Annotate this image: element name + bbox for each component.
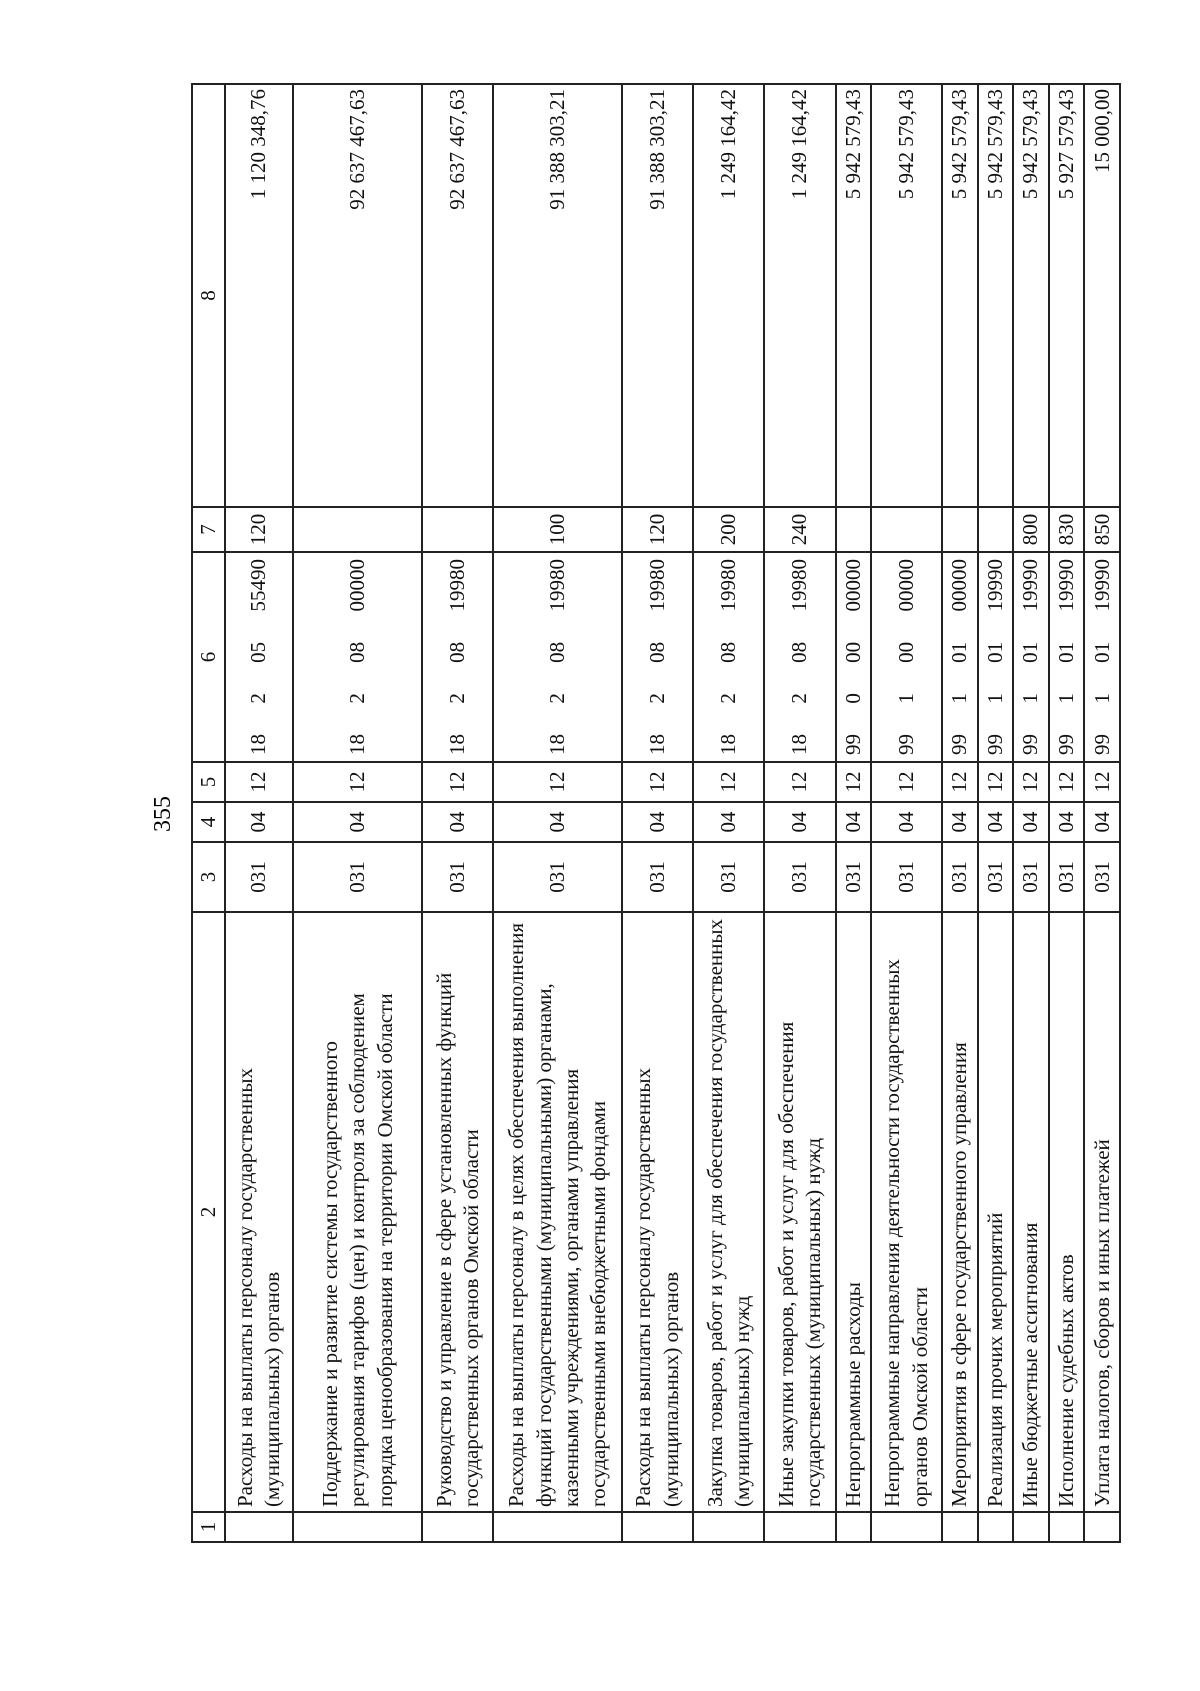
header-cell: 8 — [192, 84, 225, 507]
target-article-code — [840, 557, 867, 757]
code-cell-5: 12 — [1084, 762, 1120, 802]
code-cell-4: 04 — [764, 802, 835, 842]
target-article-part: 18 — [445, 734, 470, 755]
target-article-part: 01 — [1089, 641, 1114, 663]
target-article-part: 99 — [982, 734, 1007, 755]
code-cell-5: 12 — [978, 762, 1014, 802]
target-article-part: 19980 — [545, 559, 570, 612]
target-article-part: 99 — [1053, 734, 1078, 755]
row-name-cell: Расходы на выплаты персоналу государственных (муниципальных) органов — [622, 912, 693, 1512]
table-row — [764, 84, 835, 1542]
code-cell-3: 031 — [871, 842, 942, 912]
target-article-part: 00 — [893, 641, 918, 663]
target-article-part: 99 — [840, 734, 865, 755]
code-cell-5: 12 — [1013, 762, 1049, 802]
target-article-cell — [978, 552, 1014, 762]
table-row — [1049, 84, 1085, 1542]
target-article-part: 18 — [787, 734, 812, 755]
target-article-code — [344, 557, 371, 757]
row-name-cell: Исполнение судебных актов — [1049, 912, 1085, 1512]
code-cell-5: 12 — [293, 762, 422, 802]
expense-type-cell: 100 — [493, 507, 622, 552]
expense-type-cell: 200 — [693, 507, 764, 552]
target-article-part: 08 — [716, 641, 741, 663]
target-article-part: 2 — [246, 693, 271, 704]
row-number-cell — [225, 1512, 294, 1542]
target-article-part: 99 — [947, 734, 972, 755]
target-article-part: 08 — [787, 641, 812, 663]
target-article-code — [1089, 557, 1116, 757]
expense-type-cell: 850 — [1084, 507, 1120, 552]
row-number-cell — [293, 1512, 422, 1542]
target-article-part: 2 — [645, 693, 670, 704]
row-number-cell — [1049, 1512, 1085, 1542]
header-row — [192, 84, 225, 1542]
target-article-part: 01 — [982, 641, 1007, 663]
target-article-code — [893, 557, 920, 757]
amount-cell: 1 120 348,76 — [225, 84, 294, 507]
expense-type-cell — [836, 507, 872, 552]
row-number-cell — [493, 1512, 622, 1542]
target-article-part: 19980 — [645, 559, 670, 612]
code-cell-4: 04 — [693, 802, 764, 842]
target-article-part: 2 — [545, 693, 570, 704]
target-article-code — [644, 557, 671, 757]
target-article-part: 01 — [947, 641, 972, 663]
code-cell-3: 031 — [1013, 842, 1049, 912]
target-article-code — [544, 557, 571, 757]
target-article-code — [946, 557, 973, 757]
page-number: 355 — [150, 796, 176, 832]
code-cell-3: 031 — [693, 842, 764, 912]
amount-cell: 1 249 164,42 — [764, 84, 835, 507]
target-article-part: 01 — [1053, 641, 1078, 663]
row-number-cell — [764, 1512, 835, 1542]
target-article-part: 19990 — [1018, 559, 1043, 612]
target-article-cell — [293, 552, 422, 762]
code-cell-3: 031 — [1084, 842, 1120, 912]
row-name-cell: Закупка товаров, работ и услуг для обеспечения государственных (муниципальных) нужд — [693, 912, 764, 1512]
code-cell-4: 04 — [978, 802, 1014, 842]
expense-type-cell — [293, 507, 422, 552]
target-article-code — [715, 557, 742, 757]
code-cell-5: 12 — [493, 762, 622, 802]
target-article-part: 00000 — [840, 559, 865, 612]
header-cell: 7 — [192, 507, 225, 552]
row-name-cell: Поддержание и развитие системы государственного регулирования тарифов (цен) и контроля за соблюдением порядка ценообразования на территории Омской области — [293, 912, 422, 1512]
amount-cell: 5 942 579,43 — [942, 84, 978, 507]
target-article-part: 00000 — [893, 559, 918, 612]
target-article-part: 1 — [947, 693, 972, 704]
code-cell-3: 031 — [493, 842, 622, 912]
amount-cell: 1 249 164,42 — [693, 84, 764, 507]
target-article-part: 08 — [345, 641, 370, 663]
code-cell-4: 04 — [293, 802, 422, 842]
target-article-part: 1 — [982, 693, 1007, 704]
amount-cell: 15 000,00 — [1084, 84, 1120, 507]
table-row — [422, 84, 493, 1542]
code-cell-4: 04 — [942, 802, 978, 842]
target-article-cell — [1084, 552, 1120, 762]
code-cell-3: 031 — [293, 842, 422, 912]
target-article-part: 18 — [545, 734, 570, 755]
row-name-cell: Руководство и управление в сфере установленных функций государственных органов Омской области — [422, 912, 493, 1512]
code-cell-5: 12 — [622, 762, 693, 802]
target-article-cell — [1049, 552, 1085, 762]
table-row — [978, 84, 1014, 1542]
expense-type-cell — [422, 507, 493, 552]
code-cell-4: 04 — [836, 802, 872, 842]
expense-type-cell — [871, 507, 942, 552]
amount-cell: 92 637 467,63 — [422, 84, 493, 507]
table-row — [225, 84, 294, 1542]
code-cell-3: 031 — [225, 842, 294, 912]
code-cell-5: 12 — [225, 762, 294, 802]
row-number-cell — [836, 1512, 872, 1542]
budget-table — [191, 83, 1121, 1543]
target-article-part: 18 — [645, 734, 670, 755]
expense-type-cell: 830 — [1049, 507, 1085, 552]
code-cell-4: 04 — [493, 802, 622, 842]
code-cell-4: 04 — [1013, 802, 1049, 842]
amount-cell: 5 942 579,43 — [836, 84, 872, 507]
code-cell-5: 12 — [764, 762, 835, 802]
code-cell-3: 031 — [422, 842, 493, 912]
target-article-part: 1 — [893, 693, 918, 704]
row-number-cell — [942, 1512, 978, 1542]
expense-type-cell: 240 — [764, 507, 835, 552]
target-article-part: 19990 — [982, 559, 1007, 612]
expense-type-cell: 120 — [225, 507, 294, 552]
row-name-cell: Непрограммные расходы — [836, 912, 872, 1512]
target-article-part: 18 — [716, 734, 741, 755]
amount-cell: 5 927 579,43 — [1049, 84, 1085, 507]
target-article-part: 08 — [445, 641, 470, 663]
table-row — [693, 84, 764, 1542]
header-cell: 5 — [192, 762, 225, 802]
target-article-cell — [1013, 552, 1049, 762]
code-cell-5: 12 — [942, 762, 978, 802]
target-article-code — [786, 557, 813, 757]
row-name-cell: Расходы на выплаты персоналу в целях обеспечения выполнения функций государственными (муниципальными) органами, казенными учреждениями, органами управления государственными внебюджетными фондами — [493, 912, 622, 1512]
amount-cell: 92 637 467,63 — [293, 84, 422, 507]
target-article-part: 00 — [840, 641, 865, 663]
expense-type-cell: 120 — [622, 507, 693, 552]
header-cell: 4 — [192, 802, 225, 842]
code-cell-3: 031 — [622, 842, 693, 912]
code-cell-4: 04 — [622, 802, 693, 842]
target-article-cell — [225, 552, 294, 762]
target-article-cell — [493, 552, 622, 762]
row-number-cell — [622, 1512, 693, 1542]
header-cell: 1 — [192, 1512, 225, 1542]
amount-cell: 91 388 303,21 — [493, 84, 622, 507]
target-article-part: 00000 — [947, 559, 972, 612]
target-article-part: 01 — [1018, 641, 1043, 663]
target-article-cell — [693, 552, 764, 762]
target-article-part: 19980 — [787, 559, 812, 612]
code-cell-5: 12 — [422, 762, 493, 802]
target-article-part: 08 — [645, 641, 670, 663]
target-article-part: 05 — [246, 641, 271, 663]
row-name-cell: Непрограммные направления деятельности государственных органов Омской области — [871, 912, 942, 1512]
target-article-part: 2 — [445, 693, 470, 704]
target-article-part: 19990 — [1053, 559, 1078, 612]
code-cell-4: 04 — [422, 802, 493, 842]
target-article-part: 99 — [1089, 734, 1114, 755]
target-article-code — [982, 557, 1009, 757]
header-cell: 3 — [192, 842, 225, 912]
expense-type-cell — [942, 507, 978, 552]
table-row — [942, 84, 978, 1542]
amount-cell: 5 942 579,43 — [1013, 84, 1049, 507]
table-row — [622, 84, 693, 1542]
table-row — [1013, 84, 1049, 1542]
target-article-part: 18 — [246, 734, 271, 755]
target-article-code — [444, 557, 471, 757]
row-number-cell — [978, 1512, 1014, 1542]
row-name-cell: Реализация прочих мероприятий — [978, 912, 1014, 1512]
target-article-code — [1053, 557, 1080, 757]
row-name-cell: Мероприятия в сфере государственного управления — [942, 912, 978, 1512]
target-article-part: 08 — [545, 641, 570, 663]
rotated-content — [143, 85, 1121, 1543]
amount-cell: 5 942 579,43 — [871, 84, 942, 507]
target-article-part: 55490 — [246, 559, 271, 612]
target-article-part: 0 — [840, 693, 865, 704]
code-cell-3: 031 — [1049, 842, 1085, 912]
code-cell-4: 04 — [1049, 802, 1085, 842]
row-number-cell — [1084, 1512, 1120, 1542]
amount-cell: 91 388 303,21 — [622, 84, 693, 507]
code-cell-4: 04 — [225, 802, 294, 842]
row-name-cell: Расходы на выплаты персоналу государственных (муниципальных) органов — [225, 912, 294, 1512]
header-cell: 2 — [192, 912, 225, 1512]
code-cell-3: 031 — [764, 842, 835, 912]
expense-type-cell — [978, 507, 1014, 552]
target-article-part: 1 — [1089, 693, 1114, 704]
target-article-part: 19990 — [1089, 559, 1114, 612]
row-number-cell — [693, 1512, 764, 1542]
target-article-part: 2 — [787, 693, 812, 704]
code-cell-4: 04 — [1084, 802, 1120, 842]
target-article-part: 99 — [1018, 734, 1043, 755]
code-cell-3: 031 — [942, 842, 978, 912]
code-cell-5: 12 — [836, 762, 872, 802]
row-name-cell: Иные бюджетные ассигнования — [1013, 912, 1049, 1512]
target-article-code — [245, 557, 272, 757]
target-article-part: 2 — [345, 693, 370, 704]
target-article-cell — [836, 552, 872, 762]
target-article-part: 19980 — [445, 559, 470, 612]
target-article-code — [1017, 557, 1044, 757]
code-cell-4: 04 — [871, 802, 942, 842]
target-article-part: 1 — [1053, 693, 1078, 704]
code-cell-3: 031 — [836, 842, 872, 912]
code-cell-5: 12 — [693, 762, 764, 802]
row-name-cell: Уплата налогов, сборов и иных платежей — [1084, 912, 1120, 1512]
row-number-cell — [1013, 1512, 1049, 1542]
header-cell: 6 — [192, 552, 225, 762]
row-name-cell: Иные закупки товаров, работ и услуг для обеспечения государственных (муниципальных) нужд — [764, 912, 835, 1512]
target-article-part: 2 — [716, 693, 741, 704]
row-number-cell — [871, 1512, 942, 1542]
amount-cell: 5 942 579,43 — [978, 84, 1014, 507]
target-article-cell — [422, 552, 493, 762]
code-cell-5: 12 — [871, 762, 942, 802]
row-number-cell — [422, 1512, 493, 1542]
code-cell-3: 031 — [978, 842, 1014, 912]
table-row — [871, 84, 942, 1542]
target-article-cell — [764, 552, 835, 762]
expense-type-cell: 800 — [1013, 507, 1049, 552]
table-row — [493, 84, 622, 1542]
target-article-cell — [622, 552, 693, 762]
target-article-part: 18 — [345, 734, 370, 755]
code-cell-5: 12 — [1049, 762, 1085, 802]
target-article-part: 00000 — [345, 559, 370, 612]
target-article-part: 19980 — [716, 559, 741, 612]
table-row — [836, 84, 872, 1542]
table-row — [293, 84, 422, 1542]
target-article-part: 99 — [893, 734, 918, 755]
target-article-cell — [942, 552, 978, 762]
target-article-cell — [871, 552, 942, 762]
table-row — [1084, 84, 1120, 1542]
target-article-part: 1 — [1018, 693, 1043, 704]
